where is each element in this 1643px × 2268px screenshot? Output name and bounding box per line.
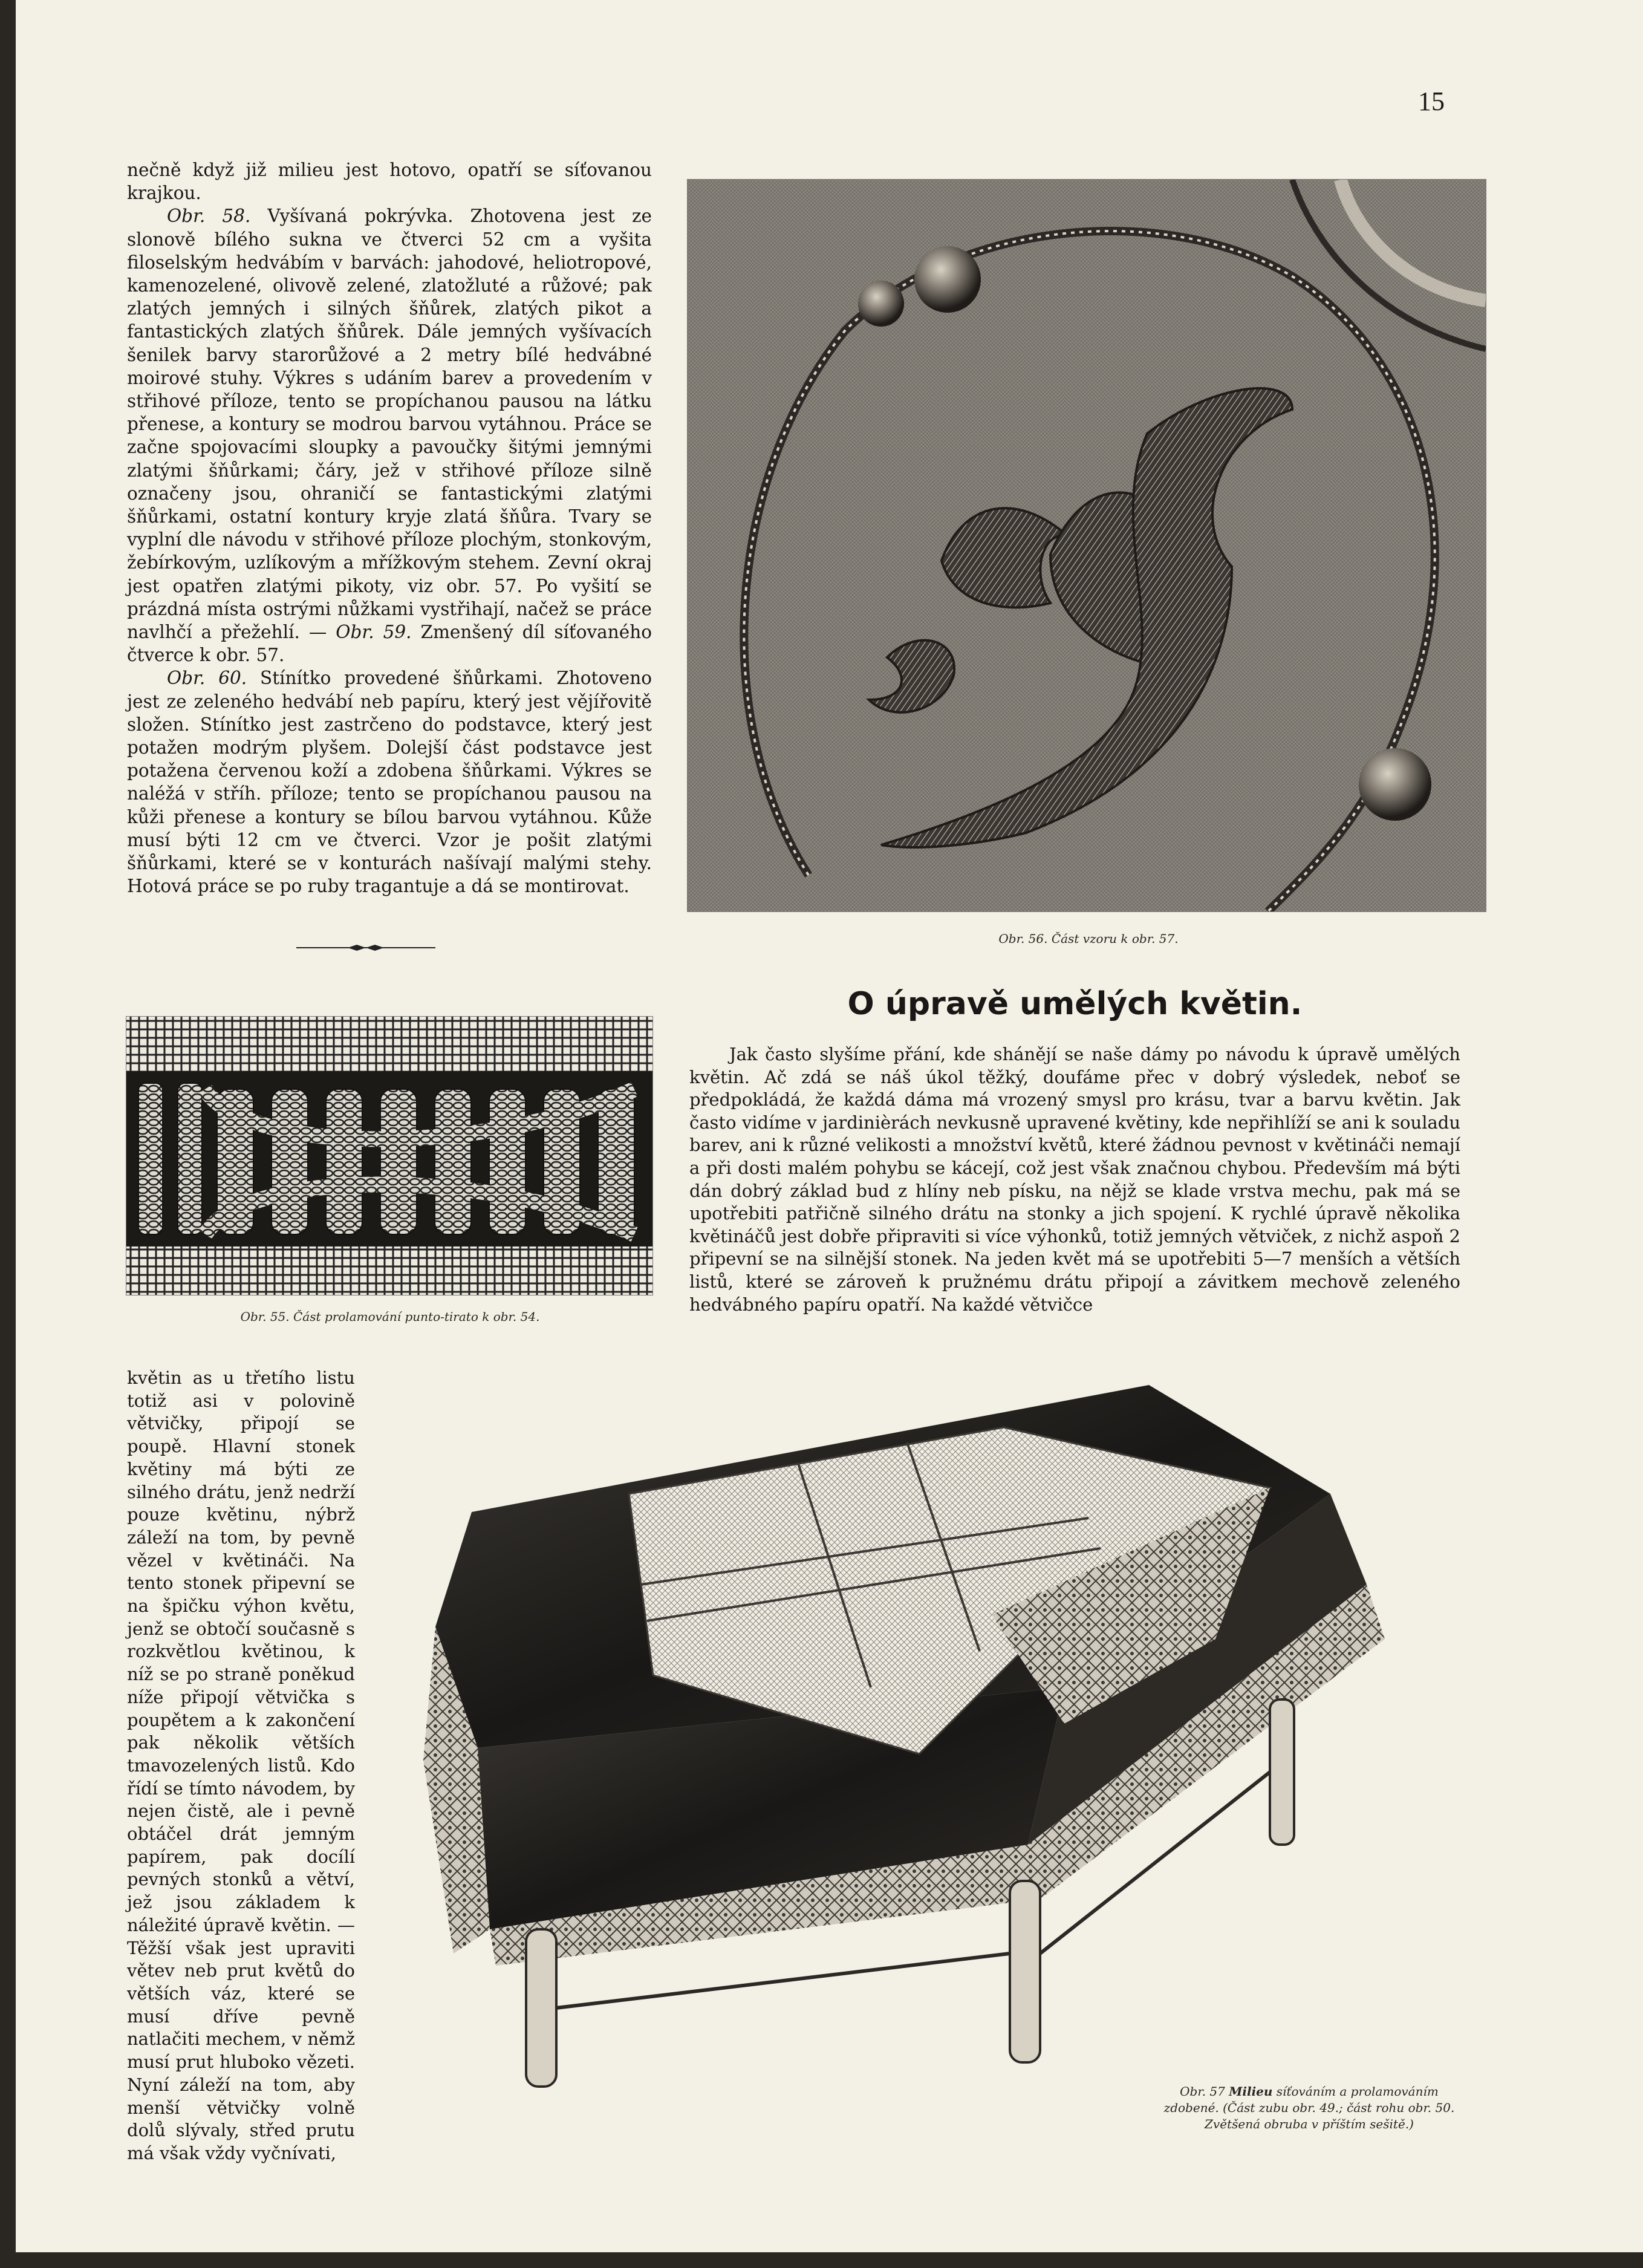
article-text-right <box>689 1043 1460 1316</box>
figure-reference: Obr. 60. <box>167 668 247 689</box>
scan-spine-edge <box>0 0 16 2268</box>
caption-title: Milieu <box>1229 2084 1273 2099</box>
article-text-bottom-left <box>127 1367 355 2165</box>
paragraph-continuation: nečně když již milieu jest hotovo, opatří se síťovanou krajkou. <box>127 160 652 204</box>
paragraph-obr-60 <box>127 666 652 898</box>
article-paragraph: Jak často slyšíme přání, kde shánějí se naše dámy po návodu k úpravě umělých květin. Ač zdá se náš úkol těžký, doufáme přec v dobrý výsledek, neboť se předpokládá, že každá dáma má vrozený smysl pro krásu, tvar a barvu květin. Jak často vidíme v jardinièrách nevkusně upravené květiny, kde nepřihlíží se ani k souladu barev, ani k různé velikosti a množství květů, které žádnou pevnost v květináči nemají a při dosti malém pohybu se kácejí, což jest však značnou chybou. Především má býti dán dobrý základ bud z hlíny neb písku, na nějž se klade vrstva mechu, pak má se upotřebiti patřičně silného drátu na stonky a jich spojení. K rychlé úpravě několika květináčů jest dobře připraviti si více výhonků, totiž jemných větviček, z nichž aspoň 2 připevní se na silnější stonek. Na jeden květ má se upotřebiti 5—7 menších a větších listů, které se zároveň k pružnému drátu připojí a závitkem mechově zeleného hedvábného papíru opatří. Na každé větvičce <box>689 1044 1460 1315</box>
embroidery-pattern-figure <box>687 179 1486 912</box>
page-number: 15 <box>1418 86 1445 116</box>
left-column-text <box>127 158 652 898</box>
scan-bottom-edge <box>0 2252 1643 2268</box>
paragraph-text: Stínítko provedené šňůrkami. Zhotoveno jest ze zeleného hedvábí neb papíru, který jest vějířovitě složen. Stínítko jest zastrčeno do podstavce, který jest potažen modrým plyšem. Dolejší část podstavce jest potažena červenou koží a zdobena šňůrkami. Výkres se naléžá v stříh. příloze; tento se propíchanou pausou na kůži přenese a kontury se bílou barvou vytáhnou. Kůže musí býti 12 cm ve čtverci. Vzor je pošit zlatými šňůrkami, které se v konturách našívají malými stehy. Hotová práce se po ruby tragantuje a dá se montirovat. <box>127 668 652 897</box>
figure-reference: Obr. 59. <box>336 622 412 643</box>
paragraph-obr-58 <box>127 204 652 666</box>
figure-reference: Obr. 57 <box>1180 2084 1225 2099</box>
covered-table-figure <box>399 1385 1463 2147</box>
section-divider-ornament <box>296 943 435 952</box>
caption-text: síťováním a prolamováním zdobené. (Část zubu obr. 49.; část rohu obr. 50. Zvětšená obruba v příštím sešitě.) <box>1163 2084 1455 2131</box>
paragraph-text: Zmenšený díl síťovaného čtverce k obr. 57. <box>127 622 652 666</box>
paragraph-text: Vyšívaná pokrývka. Zhotovena jest ze slonově bílého sukna ve čtverci 52 cm a vyšita filoselským hedvábím v barvách: jahodové, heliotropové, kamenozelené, olivově zelené, zlatožluté a růžové; pak zlatých jemných i silných šňůrek, zlatých pikot a fantastických zlatých šňůrek. Dále jemných vyšívacích šenilek barvy starorůžové a 2 metry bílé hedvábné moirové stuhy. Výkres s udáním barev a provedením v střihové příloze, tento se propíchanou pausou na látku přenese, a kontury se modrou barvou vytáhnou. Práce se začne spojovacími sloupky a pavoučky šitými jemnými zlatými šňůrkami; čáry, jež v střihové příloze silně označeny jsou, ohraničí se fantastickými zlatými šňůrkami, ostatní kontury kryje zlatá šňůra. Tvary se vyplní dle návodu v střihové příloze plochým, stonkovým, žebírkovým, uzlíkovým a mřížkovým stehem. Zevní okraj jest opatřen zlatými pikoty, viz obr. 57. Po vyšití se prázdná místa ostrými nůžkami vystřihají, načež se práce navlhčí a přežehlí. — <box>127 206 652 643</box>
figure-57-caption <box>1152 2084 1466 2133</box>
article-paragraph: květin as u třetího listu totiž asi v polovině větvičky, připojí se poupě. Hlavní stonek květiny má býti ze silného drátu, jenž nedrží pouze květinu, nýbrž záleží na tom, by pevně vězel v květináči. Na tento stonek připevní se na špičku výhon květu, jenž se obtočí současně s rozkvětlou květinou, k níž se po straně poněkud níže připojí větvička s poupětem a k zakončení pak několik větších tmavozelených listů. Kdo řídí se tímto návodem, by nejen čistě, ale i pevně obtáčel drát jemným papírem, pak docílí pevných stonků a větví, jež jsou základem k náležité úpravě květin. — Těžší však jest upraviti větev neb prut květů do větších váz, které se musí dříve pevně natlačiti mechem, v němž musí prut hluboko vězeti. Nyní záleží na tom, aby menší větvičky volně dolů slývaly, střed prutu má však vždy vyčnívati, <box>127 1367 355 2163</box>
figure-55-caption: Obr. 55. Část prolamování punto-tirato k obr. 54. <box>240 1309 540 1324</box>
punto-tirato-figure <box>126 1016 653 1295</box>
article-title: O úpravě umělých květin. <box>847 986 1303 1022</box>
figure-56-caption: Obr. 56. Část vzoru k obr. 57. <box>998 931 1179 946</box>
figure-reference: Obr. 58. <box>167 206 251 227</box>
